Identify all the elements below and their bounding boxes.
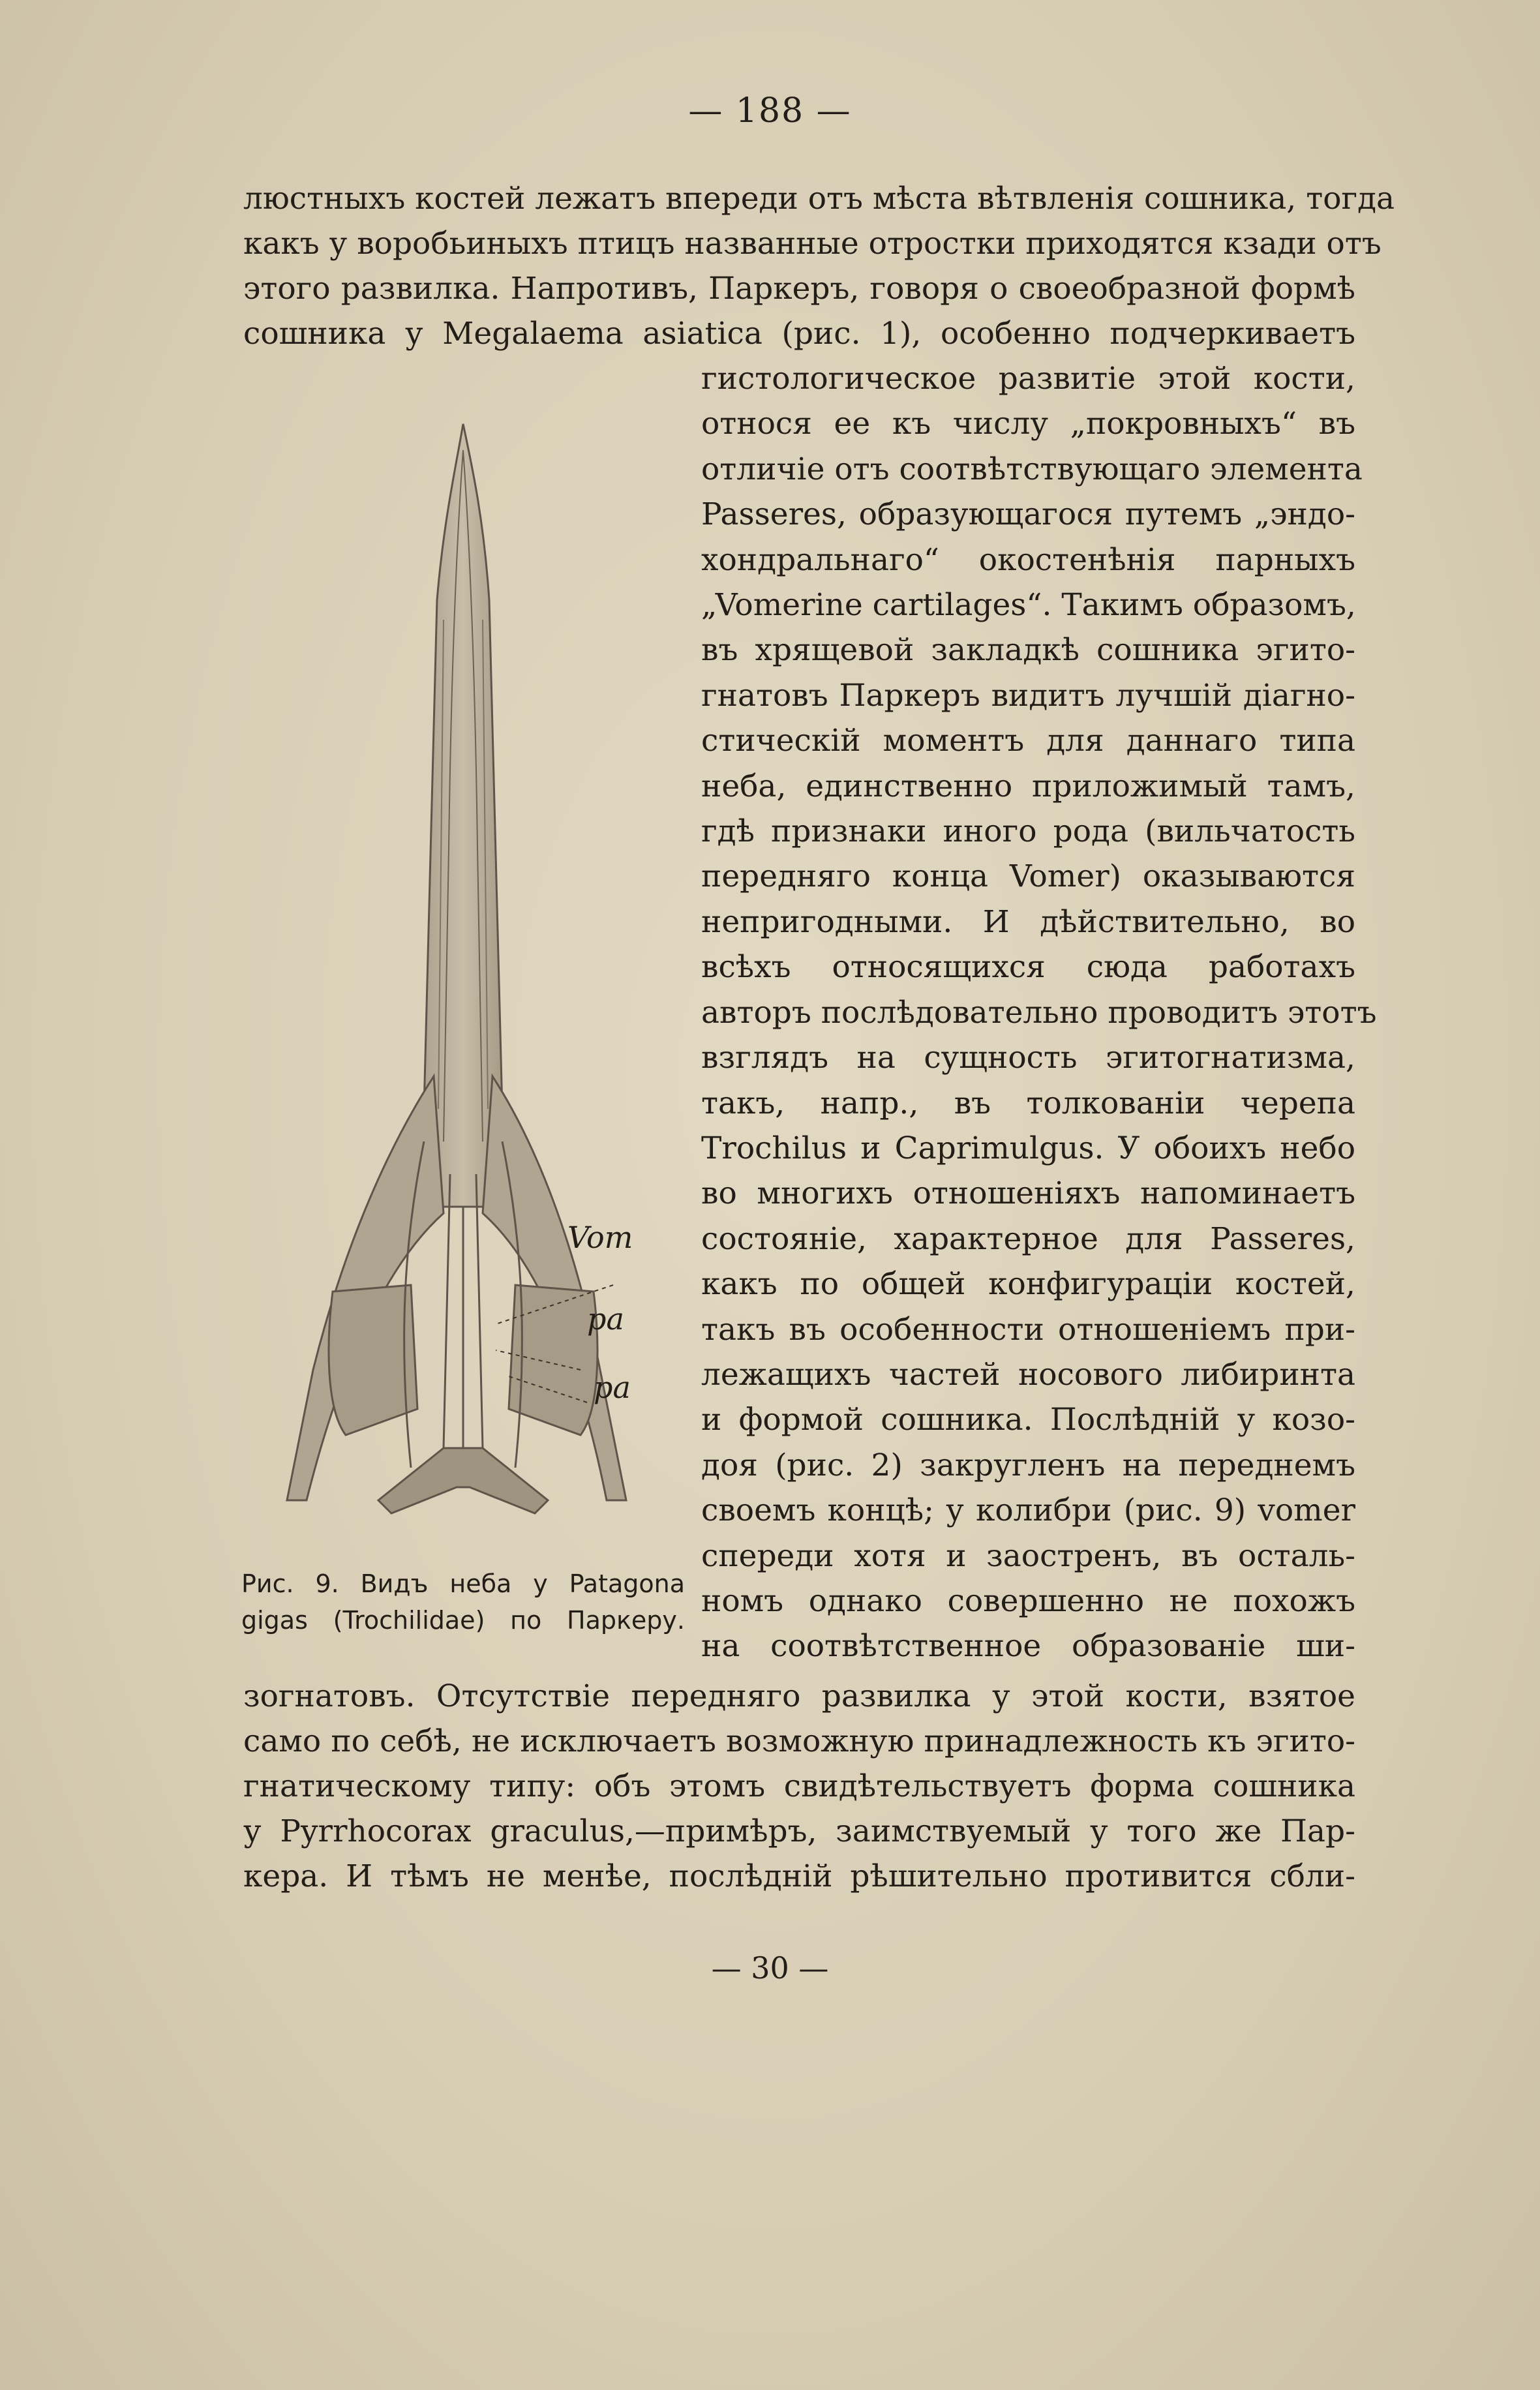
- caption-line: gigas (Trochilidae) по Паркеру.: [241, 1606, 685, 1635]
- text-line: и формой сошника. Послѣдній у козо-: [701, 1402, 1355, 1438]
- caption-line: Рис. 9. Видъ неба у Patagona: [241, 1569, 685, 1598]
- text-line: отличіе отъ соотвѣтствующаго элемента: [701, 451, 1363, 487]
- label-pa-1: pa: [587, 1301, 624, 1337]
- figure-caption: [241, 1566, 685, 1639]
- text-line: зогнатовъ. Отсутствіе передняго развилка у этой кости, взятое: [243, 1678, 1355, 1714]
- text-line: номъ однако совершенно не похожъ: [701, 1582, 1355, 1619]
- top-paragraph: [243, 176, 1395, 356]
- text-line: авторъ послѣдовательно проводитъ этотъ: [701, 994, 1377, 1031]
- text-line: на соотвѣтственное образованіе ши-: [701, 1628, 1355, 1665]
- text-line: состояніе, характерное для Passeres,: [701, 1220, 1355, 1257]
- text-line: хондральнаго“ окостенѣнія парныхъ: [701, 541, 1355, 578]
- label-vom: Vom: [567, 1220, 633, 1255]
- text-line: гистологическое развитіе этой кости,: [701, 361, 1355, 397]
- text-line: такъ, напр., въ толкованіи черепа: [701, 1085, 1355, 1121]
- text-line: относя ее къ числу „покровныхъ“ въ: [701, 406, 1355, 442]
- bottom-paragraph: [243, 1674, 1355, 1899]
- text-line: спереди хотя и заостренъ, въ осталь-: [701, 1537, 1355, 1574]
- text-line: гдѣ признаки иного рода (вильчатость: [701, 813, 1355, 850]
- text-line: какъ по общей конфигураціи костей,: [701, 1266, 1355, 1303]
- text-line: „Vomerine cartilages“. Такимъ образомъ,: [701, 587, 1356, 624]
- text-line: сошника у Megalaema asiatica (рис. 1), особенно подчеркиваетъ: [243, 316, 1355, 352]
- text-line: во многихъ отношеніяхъ напоминаетъ: [701, 1175, 1355, 1212]
- text-line: гнатовъ Паркеръ видитъ лучшій діагно-: [701, 677, 1355, 714]
- text-line: этого развилка. Напротивъ, Паркеръ, говоря о своеобразной формѣ: [243, 271, 1355, 307]
- text-line: кера. И тѣмъ не менѣе, послѣдній рѣшительно противится сбли-: [243, 1858, 1355, 1894]
- text-line: передняго конца Vomer) оказываются: [701, 858, 1355, 895]
- text-line: непригодными. И дѣйствительно, во: [701, 903, 1355, 940]
- text-line: люстныхъ костей лежатъ впереди отъ мѣста вѣтвленія сошника, тогда: [243, 181, 1395, 217]
- text-line: стическій моментъ для даннаго типа: [701, 723, 1355, 759]
- text-line: само по себѣ, не исключаетъ возможную принадлежность къ эгито-: [243, 1723, 1355, 1759]
- column-paragraph: [701, 356, 1377, 1669]
- text-line: взглядъ на сущность эгитогнатизма,: [701, 1040, 1355, 1076]
- text-line: какъ у воробьиныхъ птицъ названные отростки приходятся кзади отъ: [243, 226, 1381, 262]
- signature-number: — 30 —: [711, 1950, 829, 1986]
- text-line: лежащихъ частей носового либиринта: [701, 1356, 1355, 1393]
- text-line: такъ въ особенности отношеніемъ при-: [701, 1311, 1355, 1348]
- text-line: въ хрящевой закладкѣ сошника эгито-: [701, 632, 1355, 669]
- text-line: Passeres, образующагося путемъ „эндо-: [701, 496, 1355, 533]
- palate-figure: [248, 391, 678, 1552]
- text-line: неба, единственно приложимый тамъ,: [701, 768, 1355, 804]
- text-line: гнатическому типу: объ этомъ свидѣтельствуетъ форма сошника: [243, 1768, 1355, 1804]
- text-line: всѣхъ относящихся сюда работахъ: [701, 949, 1355, 986]
- text-line: у Pyrrhocorax graculus,—примѣръ, заимствуемый у того же Пар-: [243, 1813, 1355, 1849]
- text-line: Trochilus и Caprimulgus. У обоихъ небо: [701, 1130, 1355, 1166]
- text-line: своемъ концѣ; у колибри (рис. 9) vomer: [701, 1492, 1355, 1529]
- text-line: доя (рис. 2) закругленъ на переднемъ: [701, 1447, 1355, 1483]
- page-number: — 188 —: [688, 91, 852, 130]
- label-pa-2: pa: [594, 1370, 631, 1405]
